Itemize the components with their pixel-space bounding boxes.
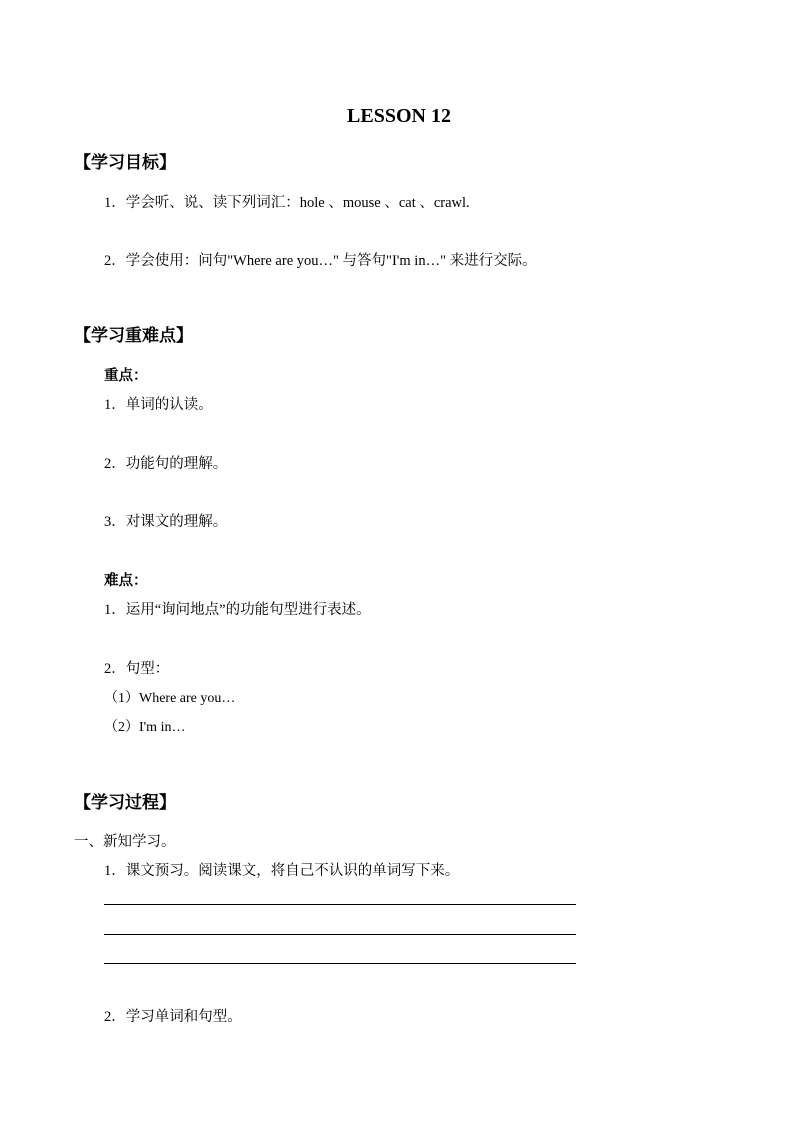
key-point-item-3: 3．对课文的理解。 [104, 514, 228, 530]
difficult-point-item-1: 1．运用“询问地点”的功能句型进行表述。 [104, 602, 371, 618]
writing-line-1 [104, 904, 576, 905]
writing-line-3 [104, 963, 576, 964]
section-heading-goals: 【学习目标】 [74, 153, 176, 172]
process-part-one: 一、新知学习。 [74, 834, 176, 850]
section-heading-key-points: 【学习重难点】 [74, 326, 193, 345]
difficult-point-item-2: 2．句型： [104, 661, 170, 677]
writing-line-2 [104, 934, 576, 935]
process-step-one: 1．课文预习。阅读课文，将自己不认识的单词写下来。 [104, 863, 460, 879]
key-point-item-1: 1．单词的认读。 [104, 397, 213, 413]
key-points-label: 重点： [104, 368, 148, 384]
sentence-pattern-2: （2）I'm in… [104, 720, 186, 735]
difficult-points-label: 难点： [104, 573, 148, 589]
goal-item-1: 1．学会听、说、读下列词汇：hole 、mouse 、cat 、crawl. [104, 195, 470, 211]
section-heading-process: 【学习过程】 [74, 793, 176, 812]
goal-item-2: 2．学会使用：问句"Where are you…" 与答句"I'm in…" 来进行交际。 [104, 253, 537, 269]
sentence-pattern-1: （1）Where are you… [104, 691, 236, 706]
page-title: LESSON 12 [347, 105, 451, 127]
process-step-two: 2．学习单词和句型。 [104, 1009, 242, 1025]
key-point-item-2: 2．功能句的理解。 [104, 456, 228, 472]
